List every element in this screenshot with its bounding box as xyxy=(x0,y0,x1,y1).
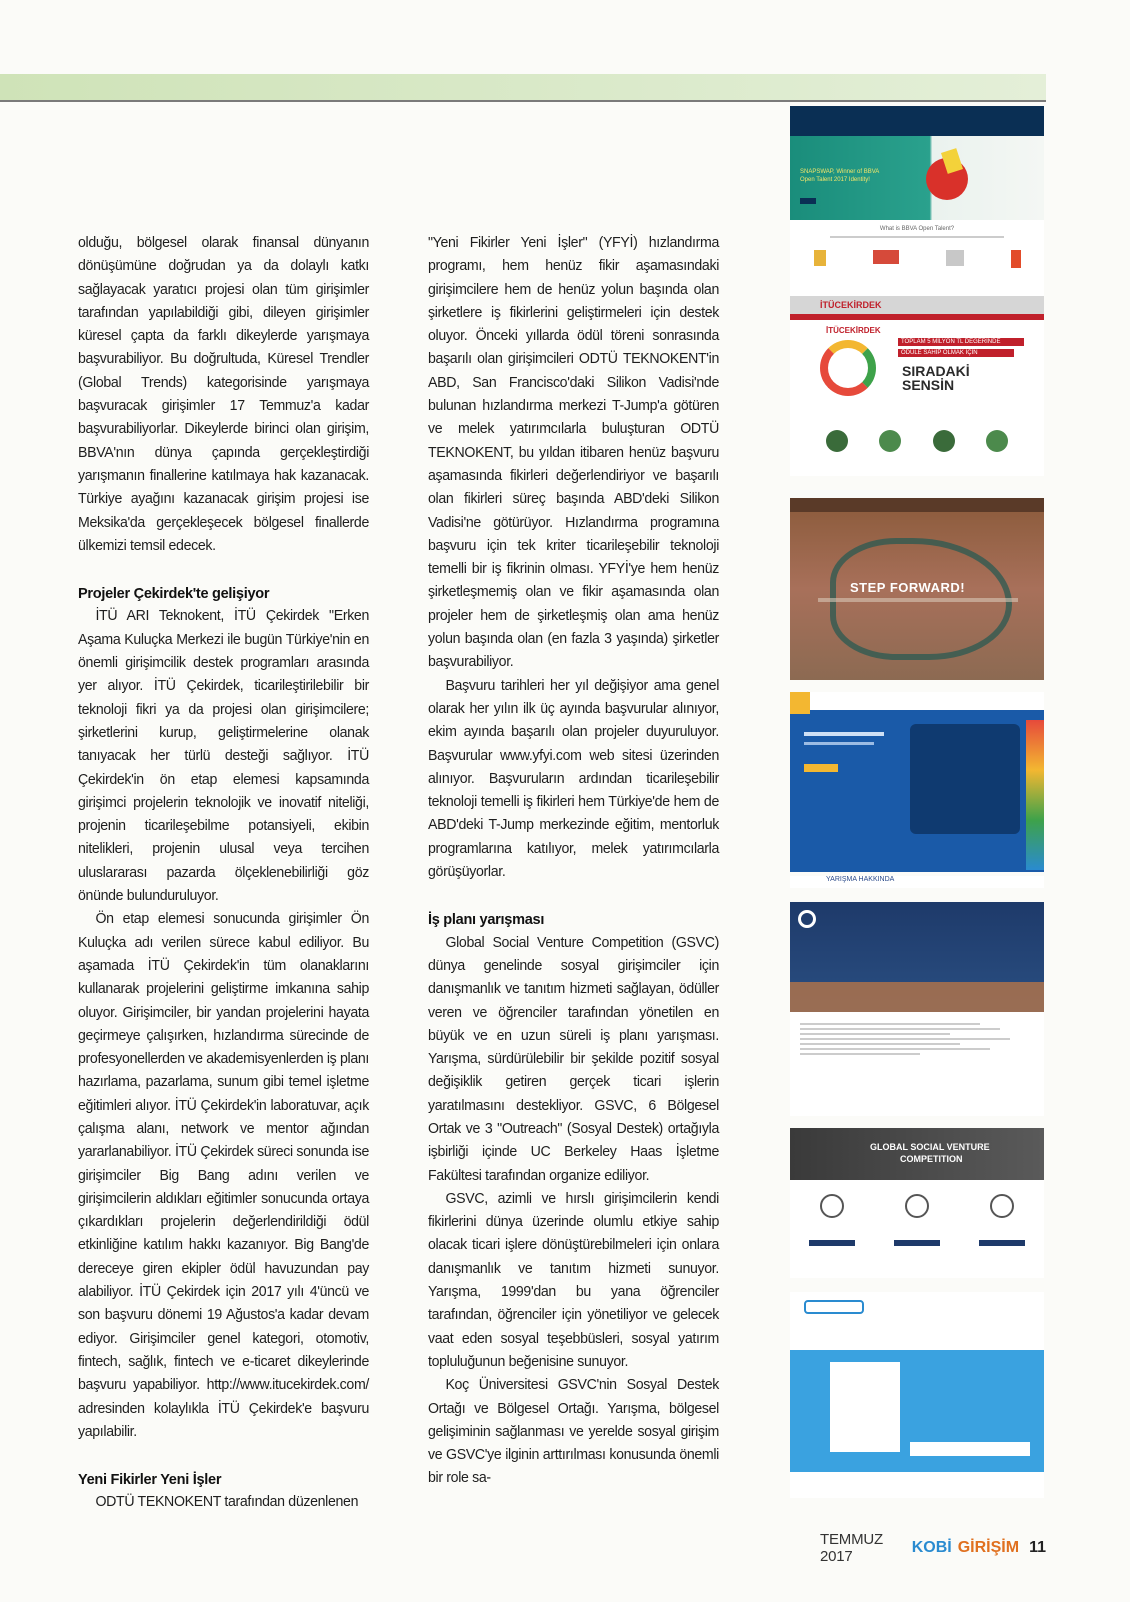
paragraph: ODTÜ TEKNOKENT tarafından düzenlenen xyxy=(95,1494,359,1511)
bbva-screenshot xyxy=(790,106,1044,296)
event-screenshot xyxy=(790,692,1044,872)
footer-brand-kobi: KOBİ xyxy=(911,1539,952,1556)
koc-logo-icon xyxy=(798,910,816,928)
paragraph: "Yeni Fikirler Yeni İşler" (YFYİ) hızlandırma programı, hem henüz fikir aşamasındaki girişimcilere hem de henüz yolun başında olan şirketlere iş fikirlerini geliştirmeleri için destek oluyor. Önceki yıllarda ödül töreni sonrasında başarılı olan girişimcileri ODTÜ TEKNOKENT'in ABD, San Francisco'daki Silikon Vadisi'nde bulunan hızlandırma merkezi T-Jump'a götüren ve melek yatırımcılarla buluşturan ODTÜ TEKNOKENT, bu yıldan itibaren henüz başvuru aşamasında fikirleri değerlendiriyor ve başarılı olan fikirleri süreç başında ABD'deki Silikon Vadisi'ne götürüyor. Hızlandırma programına başvuru için tek kriter ticarileşebilir teknoloji temelli bir iş fikrinin olması. YFYİ'ye hem henüz şirketleşmemiş olan ve fikir aşamasında olan projeler hem de şirketleşmiş olan ama henüz yolun başında olan (en fazla 3 yaşında) şirketler başvurabiliyor. xyxy=(428,235,719,671)
section-heading: Yeni Fikirler Yeni İşler xyxy=(78,1471,222,1489)
gsvc-section-title: YARIŞMA HAKKINDA xyxy=(826,876,895,883)
green-icon xyxy=(986,430,1008,452)
chat-icon xyxy=(905,1194,929,1218)
bbva-button xyxy=(800,198,816,204)
paragraph: İTÜ ARI Teknokent, İTÜ Çekirdek "Erken Aşama Kuluçka Merkezi ile bugün Türkiye'nin en önemli girişimcilik destek programları arasında yer alıyor. İTÜ Çekirdek, ticarileştirilebilir bir teknoloji fikri ya da projesi olan girişimcilere; şirketlerini kurup, geliştirmelerine olanak tanıyacak her türlü desteği sağlıyor. İTÜ Çekirdek'in ön etap elemesi kapsamında girişimci projelerin teknolojik ve inovatif niteliği, projenin ticarileşebilme potansiyeli, ekibin nitelikleri, projenin ulusal veya tercihen uluslararası pazarda ölçeklenebilirliği göz önünde bulunduruluyor. xyxy=(78,608,370,905)
yfyi-title: STEP FORWARD! xyxy=(850,580,966,595)
itucekirdek-banner-2: ÖDÜLE SAHİP OLMAK İÇİN xyxy=(898,349,1014,357)
paragraph: Ön etap elemesi sonucunda girişimler Ön Kuluçka adı verilen sürece kabul ediliyor. Bu aşamada İTÜ Çekirdek'in tüm olanaklarını kullanarak projelerini geliştirme imkanına sahip oluyor. Girişimciler, bir yandan projelerini hayata geçirmeye çalışırken, hızlandırma sürecinde de profesyonellerden ve akademisyenlerden iş planı hazırlama, pazarlama, sunum gibi temel işletme eğitimleri alıyor. İTÜ Çekirdek'in laboratuvar, açık çalışma alanı, network ve mentor ağından yararlanabiliyor. İTÜ Çekirdek süreci sonunda ise girişimciler Big Bang adını verilen ve girişimcilerin aldıkları eğitimler sonucunda ortaya çıkardıkları projelerin değerlendirildiği ödül etkinliğine katılım hakkı kazanıyor. Big Bang'de dereceye giren ekipler ödül havuzundan pay alabiliyor. İTÜ Çekirdek için 2017 yılı 4'üncü ve son başvuru dönemi 19 Ağustos'a kadar devam ediyor. Girişimciler genel kategori, otomotiv, fintech, sağlık, fintech ve e-ticaret dikeylerinde başvuru yapabiliyor. http://www.itucekirdek.com/ adresinden kolaylıkla İTÜ Çekirdek'e başvuru yapılabilir. xyxy=(78,911,370,1440)
website-screenshots-strip xyxy=(790,106,1044,1498)
yfyi-screenshot xyxy=(790,498,1044,680)
section-heading: İş planı yarışması xyxy=(428,911,545,929)
itucekirdek-title: SIRADAKİ xyxy=(902,363,970,379)
itucekirdek-title-2: SENSİN xyxy=(902,377,955,393)
paragraph: Global Social Venture Competition (GSVC) dünya genelinde sosyal girişimciler için danışmanlık ve tanıtım hizmeti sağlayan, ödüller veren ve öğrenciler tarafından yönetilen en büyük ve en uzun süreli iş planı yarışması. Yarışma, sürdürülebilir bir şekilde pozitif sosyal değişiklik getiren gerçek ticari işlerin yaratılmasını destekliyor. GSVC, 6 Bölgesel Ortak ve 3 "Outreach" (Sosyal Destek) ortağıyla işbirliği içinde UC Berkeley Haas İşletme Fakültesi tarafından organize ediliyor. xyxy=(428,934,719,1184)
target-icon xyxy=(990,1194,1014,1218)
girisimcilik-logo-icon xyxy=(804,1300,864,1314)
itucekirdek-screenshot xyxy=(790,296,1044,476)
paragraph: GSVC, azimli ve hırslı girişimcilerin kendi fikirlerini dünya üzerinde olumlu etkiye sahip olacak ticari işlere dönüştürebilmeleri için onlara danışmanlık ve tanıtım hizmeti sunuyor. Yarışma, 1999'dan bu yana öğrenciler tarafından, öğrenciler için yönetiliyor ve gelecek vaat eden sosyal teşebbüsleri, sosyal yatırım topluluğunun beğenisine sunuyor. xyxy=(428,1190,719,1370)
paragraph: Koç Üniversitesi GSVC'nin Sosyal Destek Ortağı ve Bölgesel Ortağı. Yarışma, bölgesel gelişiminin sağlanması ve yerelde sosyal girişim ve GSVC'ye ilginin arttırılması konusunda önemli bir role sa- xyxy=(428,1377,719,1487)
girisimcilik-screenshot xyxy=(790,1292,1044,1498)
footer-date: TEMMUZ 2017 xyxy=(820,1531,883,1565)
globe-icon xyxy=(820,1194,844,1218)
green-icon xyxy=(826,430,848,452)
gsvc-title: GLOBAL SOCIAL VENTURE xyxy=(870,1142,990,1152)
page-number: 11 xyxy=(1029,1539,1046,1556)
gsvc-screenshot xyxy=(790,1128,1044,1278)
bbva-headline: SNAPSWAP, Winner of BBVA Open Talent 2017 Identity! xyxy=(800,169,879,183)
footer-brand-girisim: GİRİŞİM xyxy=(957,1539,1020,1556)
article-column-1 xyxy=(78,232,369,1515)
paragraph: olduğu, bölgesel olarak finansal dünyanın dönüşümüne doğrudan ya da dolaylı katkı sağlayacak yaratıcı projesi olan tüm girişimler tarafından yapılabildiği gibi, dileyen girişimler küresel çapta da farklı dikeylerde yarışmaya başvurabiliyor. Bu doğrultuda, Küresel Trendler (Global Trends) kategorisinde yarışmaya başvuracak girişimler 17 Temmuz'a kadar başvurabiliyorlar. Dikeylerde birinci olan girişim, BBVA'nın dünya çapında gerçekleştirdiği yarışmanın finallerine katılmaya hak kazanacak. Türkiye ayağını kazanacak girişim projesi ise Meksika'da gerçekleşecek bölgesel finallerde ülkemizi temsil edecek. xyxy=(78,235,369,554)
header-band xyxy=(0,74,1046,102)
green-icon xyxy=(879,430,901,452)
itucekirdek-ring xyxy=(820,340,876,396)
page-footer xyxy=(820,1531,1046,1565)
paragraph: Başvuru tarihleri her yıl değişiyor ama genel olarak her yılın ilk üç ayında başvurular alınıyor, ekim ayında başarılı olan projeler duyuruluyor. Başvurular www.yfyi.com web sitesi üzerinden alınıyor. Başvuruların ardından ticarileşebilir teknoloji temelli iş fikirleri hem Türkiye'de hem de ABD'deki T-Jump merkezinde eğitim, mentorluk programlarına katılıyor, melek yatırımcılarla görüşüyorlar. xyxy=(428,677,719,881)
section-heading: Projeler Çekirdek'te gelişiyor xyxy=(78,585,270,603)
green-icon xyxy=(933,430,955,452)
bbva-question: What is BBVA Open Talent? xyxy=(879,226,955,232)
itucekirdek-logo-2: İTÜCEKİRDEK xyxy=(826,326,881,335)
article-column-2 xyxy=(428,232,719,1491)
koc-screenshot xyxy=(790,902,1044,1116)
gsvc-section-header xyxy=(790,876,1044,888)
itucekirdek-logo: İTÜCEKİRDEK xyxy=(820,300,882,310)
itucekirdek-banner: TOPLAM 5 MİLYON TL DEĞERİNDE xyxy=(898,338,1024,346)
gsvc-title-2: COMPETITION xyxy=(900,1154,963,1164)
